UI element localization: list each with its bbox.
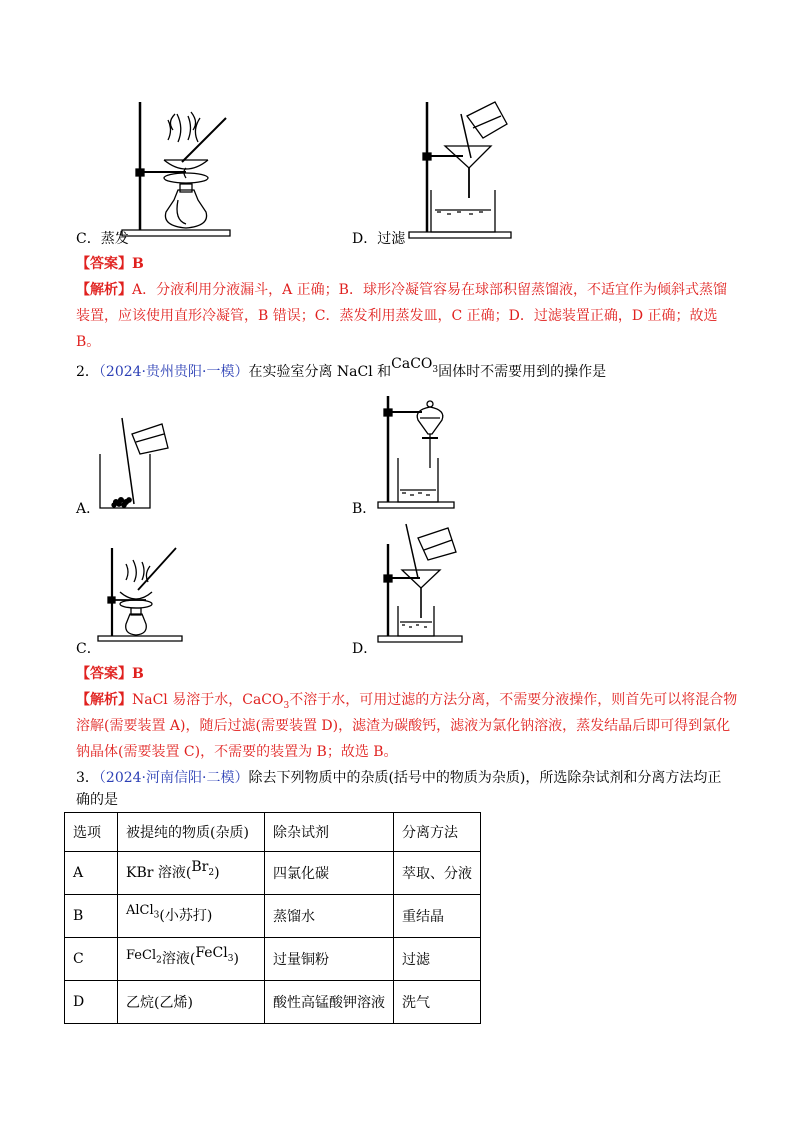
filtration-apparatus-figure — [405, 98, 515, 240]
q2-analysis-line-2: 溶解(需要装置 A)，随后过滤(需要装置 D)，滤渣为碳酸钙，滤液为氯化钠溶液，蒸发结晶后即可得到氯化 — [76, 718, 731, 734]
q2-option-d: D． — [352, 641, 378, 657]
dissolve-apparatus-figure — [94, 414, 174, 514]
analysis-text: A．分液利用分液漏斗，A 正确；B．球形冷凝管容易在球部积留蒸馏液，不适宜作为倾斜式蒸馏 — [132, 282, 727, 298]
analysis-text-post: 不溶于水，可用过滤的方法分离，不需要分液操作，则首先可以将混合物 — [289, 692, 738, 708]
cell-substance: KBr 溶液$(Br_2)$ — [118, 852, 265, 895]
cell-method: 重结晶 — [394, 895, 481, 938]
q3-stem-line-2: 确的是 — [76, 792, 118, 808]
q3-stem-line-1 — [76, 768, 721, 788]
stem-text: 除去下列物质中的杂质(括号中的物质为杂质)，所选除杂试剂和分离方法均正 — [248, 770, 722, 786]
evaporation-apparatus-figure — [118, 100, 233, 240]
answer-value: B — [132, 666, 144, 682]
cell-reagent: 过量铜粉 — [265, 938, 394, 981]
stem-text-a: 在实验室分离 NaCl 和 — [248, 364, 392, 380]
cell-substance: FeCl$_2$溶液(FeCl$_3$) — [118, 938, 265, 981]
filtration-small-figure — [376, 522, 466, 644]
cell-reagent: 蒸馏水 — [265, 895, 394, 938]
table-row — [65, 895, 481, 938]
header-reagent: 除杂试剂 — [265, 813, 394, 852]
table-row — [65, 852, 481, 895]
formula-caco3: CaCO$_3$ — [391, 356, 439, 375]
analysis-tag: 【解析】 — [76, 282, 132, 298]
analysis-tag: 【解析】 — [76, 692, 132, 708]
cell-method: 洗气 — [394, 981, 481, 1024]
analysis-sub: 3 — [283, 700, 290, 711]
table-header-row — [65, 813, 481, 852]
answer-value: B — [132, 256, 144, 272]
cell-reagent: 酸性高锰酸钾溶液 — [265, 981, 394, 1024]
q2-answer — [76, 664, 144, 684]
table-row — [65, 981, 481, 1024]
q2-option-a: A． — [76, 501, 101, 517]
q2-option-c: C． — [76, 641, 101, 657]
question-source: （2024·河南信阳·二模） — [98, 770, 249, 786]
q3-options-table — [64, 812, 481, 1024]
header-method: 分离方法 — [394, 813, 481, 852]
answer-tag: 【答案】 — [76, 256, 132, 272]
answer-tag: 【答案】 — [76, 666, 132, 682]
stem-text-b: 固体时不需要用到的操作是 — [438, 364, 607, 380]
separatory-funnel-figure — [376, 394, 456, 514]
q1-analysis-line-1 — [76, 280, 727, 300]
cell-method: 萃取、分液 — [394, 852, 481, 895]
analysis-text-pre: NaCl 易溶于水，CaCO — [132, 692, 284, 708]
q2-stem — [76, 356, 607, 388]
cell-option: A — [65, 852, 118, 895]
question-number: 2． — [76, 364, 99, 380]
evaporation-small-figure — [96, 544, 186, 644]
cell-option: D — [65, 981, 118, 1024]
q1-analysis-line-2: 装置，应该使用直形冷凝管，B 错误；C．蒸发利用蒸发皿，C 正确；D．过滤装置正确，D 正确；故选 — [76, 308, 718, 324]
q1-answer — [76, 254, 144, 274]
cell-substance: AlCl$_3$(小苏打) — [118, 895, 265, 938]
question-source: （2024·贵州贵阳·一模） — [98, 364, 249, 380]
q2-option-b: B． — [352, 501, 377, 517]
cell-option: B — [65, 895, 118, 938]
q2-analysis-line-1 — [76, 690, 737, 716]
cell-option: C — [65, 938, 118, 981]
cell-method: 过滤 — [394, 938, 481, 981]
header-option: 选项 — [65, 813, 118, 852]
header-substance: 被提纯的物质(杂质) — [118, 813, 265, 852]
table-row — [65, 938, 481, 981]
q1-analysis-line-3: B。 — [76, 334, 101, 350]
q1-option-d: D．过滤 — [352, 231, 406, 247]
question-number: 3． — [76, 770, 99, 786]
cell-reagent: 四氯化碳 — [265, 852, 394, 895]
cell-substance: 乙烷(乙烯) — [118, 981, 265, 1024]
q2-analysis-line-3: 钠晶体(需要装置 C)，不需要的装置为 B；故选 B。 — [76, 744, 398, 760]
q1-option-c: C．蒸发 — [76, 231, 129, 247]
